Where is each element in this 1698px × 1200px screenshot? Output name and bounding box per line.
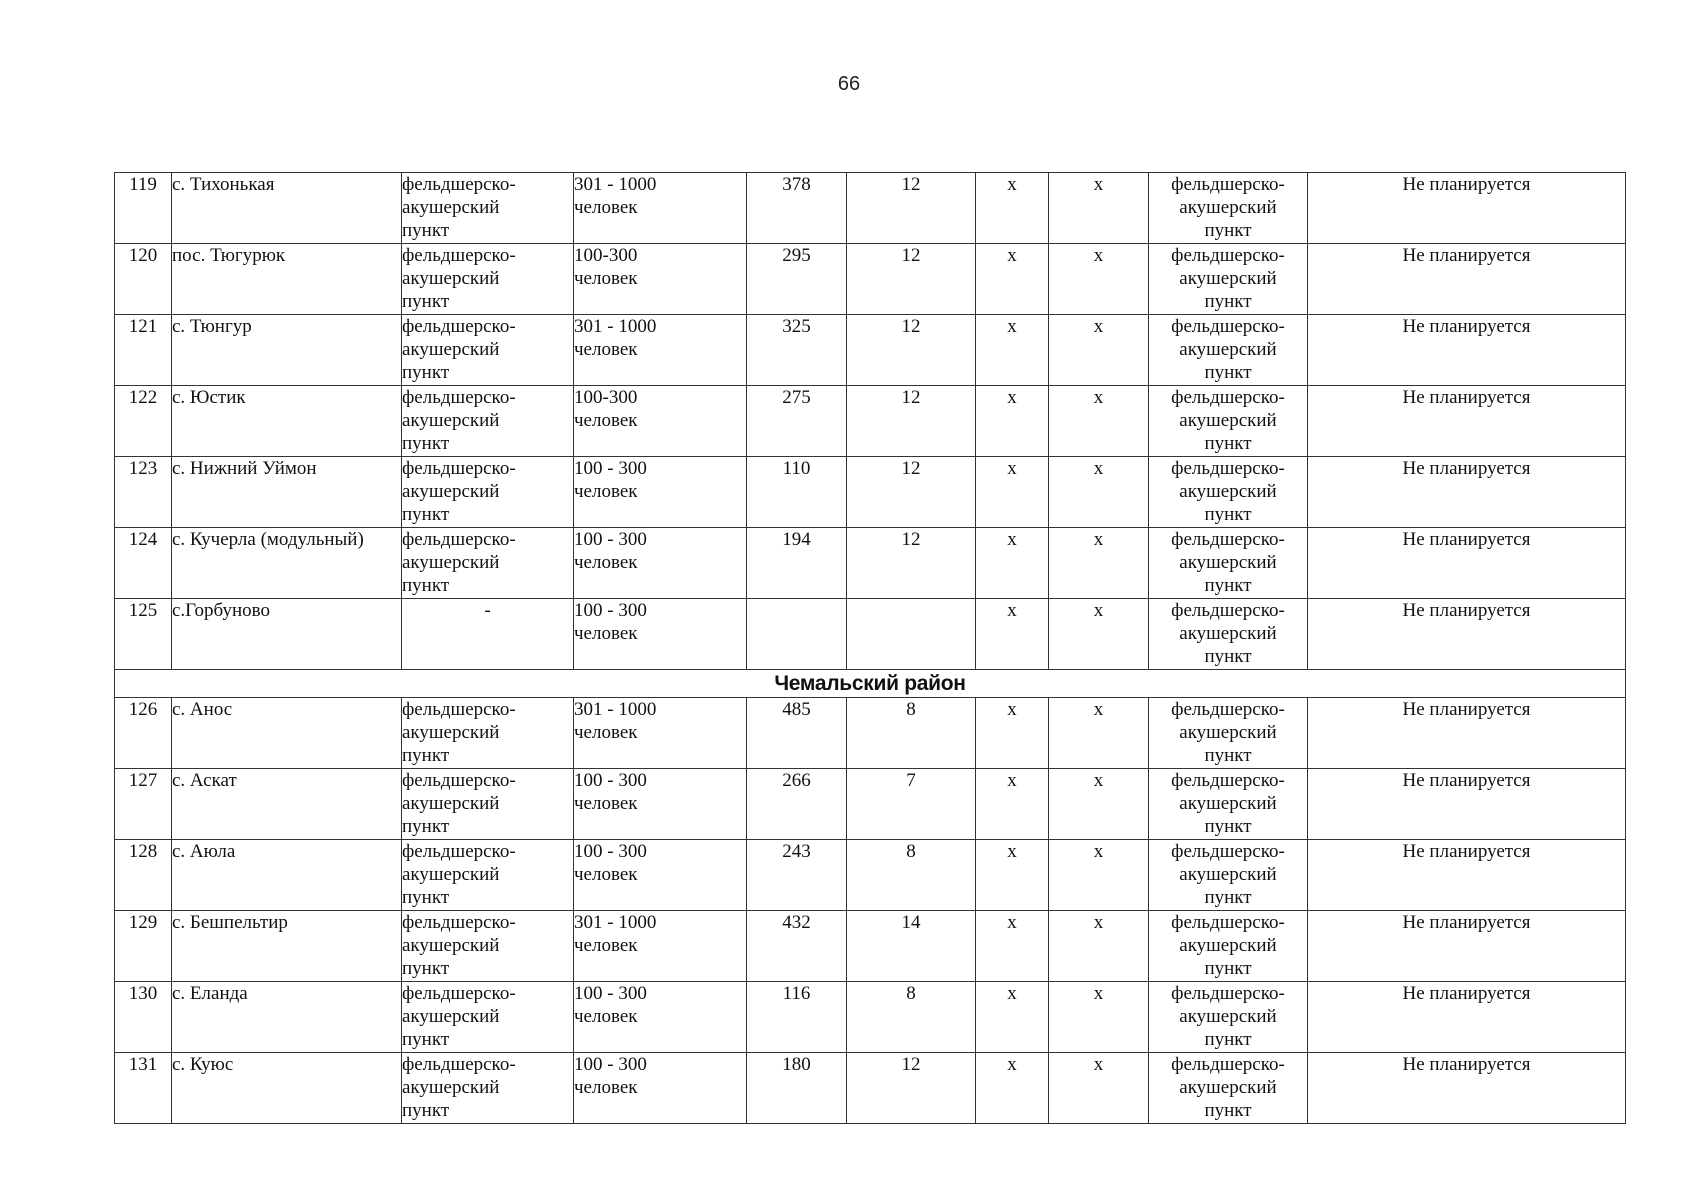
row-number: 119 bbox=[115, 173, 172, 244]
facility-type: - bbox=[402, 599, 574, 670]
facility-type bbox=[402, 173, 574, 244]
population-range bbox=[574, 698, 747, 769]
mark-x-2: х bbox=[1049, 698, 1149, 769]
mark-x-1: х bbox=[976, 769, 1049, 840]
mark-x-1: х bbox=[976, 599, 1049, 670]
population-count: 194 bbox=[747, 528, 847, 599]
population-range-line: 100 - 300 bbox=[574, 983, 647, 1004]
row-number: 120 bbox=[115, 244, 172, 315]
planned-facility bbox=[1149, 840, 1308, 911]
row-number: 123 bbox=[115, 457, 172, 528]
settlement-name: с. Анос bbox=[172, 698, 402, 769]
planned-facility-line: фельдшерско- bbox=[1171, 983, 1285, 1004]
planned-facility-line: пункт bbox=[1204, 504, 1252, 525]
mark-x-1: х bbox=[976, 528, 1049, 599]
population-range-line: 100 - 300 bbox=[574, 1054, 647, 1075]
facility-type-line: пункт bbox=[402, 816, 450, 837]
table-row bbox=[115, 769, 1626, 840]
planned-facility bbox=[1149, 315, 1308, 386]
planned-facility-line: фельдшерско- bbox=[1171, 174, 1285, 195]
planned-facility-line: фельдшерско- bbox=[1171, 316, 1285, 337]
settlement-name: с. Кучерла (модульный) bbox=[172, 528, 402, 599]
population-range-line: человек bbox=[574, 1006, 638, 1027]
table-row bbox=[115, 982, 1626, 1053]
table-row bbox=[115, 840, 1626, 911]
row-number: 124 bbox=[115, 528, 172, 599]
population-range-line: человек bbox=[574, 552, 638, 573]
planned-facility-line: акушерский bbox=[1179, 935, 1277, 956]
plan-status: Не планируется bbox=[1308, 173, 1626, 244]
distance-value: 8 bbox=[847, 982, 976, 1053]
row-number: 126 bbox=[115, 698, 172, 769]
plan-status: Не планируется bbox=[1308, 528, 1626, 599]
population-range-line: 301 - 1000 bbox=[574, 174, 657, 195]
facility-type-line: акушерский bbox=[402, 481, 500, 502]
facility-type-line: фельдшерско- bbox=[402, 770, 516, 791]
planned-facility bbox=[1149, 457, 1308, 528]
table-row bbox=[115, 457, 1626, 528]
population-range bbox=[574, 315, 747, 386]
population-range-line: 100 - 300 bbox=[574, 770, 647, 791]
population-range-line: человек bbox=[574, 623, 638, 644]
mark-x-1: х bbox=[976, 1053, 1049, 1124]
population-range-line: человек bbox=[574, 410, 638, 431]
table-row bbox=[115, 911, 1626, 982]
section-row bbox=[115, 670, 1626, 698]
facility-type-line: пункт bbox=[402, 1029, 450, 1050]
mark-x-1: х bbox=[976, 315, 1049, 386]
planned-facility-line: пункт bbox=[1204, 575, 1252, 596]
planned-facility-line: акушерский bbox=[1179, 1006, 1277, 1027]
population-count: 275 bbox=[747, 386, 847, 457]
population-range bbox=[574, 599, 747, 670]
planned-facility bbox=[1149, 599, 1308, 670]
planned-facility-line: фельдшерско- bbox=[1171, 841, 1285, 862]
row-number: 131 bbox=[115, 1053, 172, 1124]
table-row bbox=[115, 386, 1626, 457]
settlement-name: с. Аюла bbox=[172, 840, 402, 911]
mark-x-2: х bbox=[1049, 528, 1149, 599]
facility-type-line: пункт bbox=[402, 887, 450, 908]
facility-type-line: акушерский bbox=[402, 1077, 500, 1098]
population-range-line: человек bbox=[574, 864, 638, 885]
facility-type-line: акушерский bbox=[402, 793, 500, 814]
planned-facility-line: акушерский bbox=[1179, 481, 1277, 502]
planned-facility bbox=[1149, 911, 1308, 982]
distance-value: 7 bbox=[847, 769, 976, 840]
table-row bbox=[115, 698, 1626, 769]
planned-facility bbox=[1149, 386, 1308, 457]
population-range-line: человек bbox=[574, 1077, 638, 1098]
population-count: 180 bbox=[747, 1053, 847, 1124]
planned-facility-line: акушерский bbox=[1179, 197, 1277, 218]
mark-x-2: х bbox=[1049, 173, 1149, 244]
population-count: 485 bbox=[747, 698, 847, 769]
plan-status: Не планируется bbox=[1308, 911, 1626, 982]
settlement-name: с. Тюнгур bbox=[172, 315, 402, 386]
plan-status: Не планируется bbox=[1308, 244, 1626, 315]
facility-type-line: акушерский bbox=[402, 552, 500, 573]
mark-x-1: х bbox=[976, 173, 1049, 244]
table-row bbox=[115, 599, 1626, 670]
population-range-line: 100 - 300 bbox=[574, 529, 647, 550]
facility-type-line: пункт bbox=[402, 745, 450, 766]
plan-status: Не планируется bbox=[1308, 599, 1626, 670]
facility-type-line: пункт bbox=[402, 291, 450, 312]
population-range-line: 100-300 bbox=[574, 245, 638, 266]
plan-status: Не планируется bbox=[1308, 840, 1626, 911]
facility-type-line: фельдшерско- bbox=[402, 245, 516, 266]
facility-type-line: фельдшерско- bbox=[402, 174, 516, 195]
facility-type bbox=[402, 840, 574, 911]
population-range-line: 301 - 1000 bbox=[574, 912, 657, 933]
facilities-table bbox=[114, 172, 1626, 1124]
planned-facility-line: пункт bbox=[1204, 816, 1252, 837]
plan-status: Не планируется bbox=[1308, 386, 1626, 457]
facility-type-line: фельдшерско- bbox=[402, 316, 516, 337]
planned-facility-line: пункт bbox=[1204, 362, 1252, 383]
facility-type bbox=[402, 769, 574, 840]
table-row bbox=[115, 173, 1626, 244]
facility-type bbox=[402, 386, 574, 457]
planned-facility-line: акушерский bbox=[1179, 410, 1277, 431]
facility-type-line: пункт bbox=[402, 1100, 450, 1121]
table-row bbox=[115, 315, 1626, 386]
distance-value: 8 bbox=[847, 840, 976, 911]
planned-facility-line: пункт bbox=[1204, 887, 1252, 908]
mark-x-2: х bbox=[1049, 982, 1149, 1053]
mark-x-2: х bbox=[1049, 386, 1149, 457]
plan-status: Не планируется bbox=[1308, 315, 1626, 386]
facility-type-line: акушерский bbox=[402, 722, 500, 743]
facility-type-line: акушерский bbox=[402, 1006, 500, 1027]
population-range-line: человек bbox=[574, 197, 638, 218]
facility-type-line: акушерский bbox=[402, 410, 500, 431]
population-range bbox=[574, 457, 747, 528]
row-number: 130 bbox=[115, 982, 172, 1053]
population-range bbox=[574, 528, 747, 599]
planned-facility-line: фельдшерско- bbox=[1171, 529, 1285, 550]
table-row bbox=[115, 1053, 1626, 1124]
planned-facility-line: фельдшерско- bbox=[1171, 387, 1285, 408]
planned-facility bbox=[1149, 244, 1308, 315]
planned-facility-line: акушерский bbox=[1179, 1077, 1277, 1098]
row-number: 129 bbox=[115, 911, 172, 982]
planned-facility-line: пункт bbox=[1204, 745, 1252, 766]
distance-value bbox=[847, 599, 976, 670]
mark-x-1: х bbox=[976, 698, 1049, 769]
distance-value: 8 bbox=[847, 698, 976, 769]
population-range bbox=[574, 911, 747, 982]
distance-value: 12 bbox=[847, 528, 976, 599]
population-range bbox=[574, 769, 747, 840]
planned-facility-line: пункт bbox=[1204, 220, 1252, 241]
facility-type-line: пункт bbox=[402, 362, 450, 383]
plan-status: Не планируется bbox=[1308, 769, 1626, 840]
facility-type bbox=[402, 315, 574, 386]
mark-x-2: х bbox=[1049, 911, 1149, 982]
facility-type-line: фельдшерско- bbox=[402, 529, 516, 550]
distance-value: 12 bbox=[847, 315, 976, 386]
planned-facility-line: фельдшерско- bbox=[1171, 600, 1285, 621]
planned-facility bbox=[1149, 1053, 1308, 1124]
facility-type-line: фельдшерско- bbox=[402, 699, 516, 720]
planned-facility-line: акушерский bbox=[1179, 339, 1277, 360]
population-count: 266 bbox=[747, 769, 847, 840]
planned-facility-line: акушерский bbox=[1179, 268, 1277, 289]
facility-type bbox=[402, 911, 574, 982]
population-count: 325 bbox=[747, 315, 847, 386]
table-row bbox=[115, 244, 1626, 315]
planned-facility-line: пункт bbox=[1204, 958, 1252, 979]
mark-x-1: х bbox=[976, 840, 1049, 911]
facility-type bbox=[402, 982, 574, 1053]
population-range-line: человек bbox=[574, 268, 638, 289]
facility-type-line: фельдшерско- bbox=[402, 983, 516, 1004]
facility-type-line: акушерский bbox=[402, 268, 500, 289]
population-range-line: человек bbox=[574, 722, 638, 743]
row-number: 121 bbox=[115, 315, 172, 386]
plan-status: Не планируется bbox=[1308, 457, 1626, 528]
section-title: Чемальский район bbox=[115, 670, 1626, 698]
population-count: 432 bbox=[747, 911, 847, 982]
facility-type-line: фельдшерско- bbox=[402, 458, 516, 479]
population-range-line: человек bbox=[574, 935, 638, 956]
facility-type bbox=[402, 698, 574, 769]
mark-x-2: х bbox=[1049, 840, 1149, 911]
distance-value: 14 bbox=[847, 911, 976, 982]
plan-status: Не планируется bbox=[1308, 698, 1626, 769]
planned-facility-line: акушерский bbox=[1179, 722, 1277, 743]
mark-x-1: х bbox=[976, 386, 1049, 457]
planned-facility-line: пункт bbox=[1204, 433, 1252, 454]
facility-type-line: пункт bbox=[402, 433, 450, 454]
facility-type-line: акушерский bbox=[402, 339, 500, 360]
facility-type-line: фельдшерско- bbox=[402, 387, 516, 408]
mark-x-1: х bbox=[976, 457, 1049, 528]
table-body-before bbox=[115, 173, 1626, 670]
population-range bbox=[574, 244, 747, 315]
distance-value: 12 bbox=[847, 244, 976, 315]
mark-x-2: х bbox=[1049, 599, 1149, 670]
facility-type-line: фельдшерско- bbox=[402, 841, 516, 862]
planned-facility bbox=[1149, 769, 1308, 840]
population-count: 110 bbox=[747, 457, 847, 528]
facility-type bbox=[402, 1053, 574, 1124]
settlement-name: с. Нижний Уймон bbox=[172, 457, 402, 528]
settlement-name: с. Еланда bbox=[172, 982, 402, 1053]
population-range bbox=[574, 173, 747, 244]
population-range-line: 301 - 1000 bbox=[574, 316, 657, 337]
facility-type bbox=[402, 528, 574, 599]
planned-facility-line: пункт bbox=[1204, 291, 1252, 312]
mark-x-1: х bbox=[976, 244, 1049, 315]
plan-status: Не планируется bbox=[1308, 1053, 1626, 1124]
mark-x-2: х bbox=[1049, 457, 1149, 528]
distance-value: 12 bbox=[847, 386, 976, 457]
table-row bbox=[115, 528, 1626, 599]
population-count: 378 bbox=[747, 173, 847, 244]
population-count: 295 bbox=[747, 244, 847, 315]
settlement-name: с. Аскат bbox=[172, 769, 402, 840]
population-range-line: 100 - 300 bbox=[574, 841, 647, 862]
facility-type-line: пункт bbox=[402, 504, 450, 525]
planned-facility-line: фельдшерско- bbox=[1171, 699, 1285, 720]
settlement-name: с. Куюс bbox=[172, 1053, 402, 1124]
distance-value: 12 bbox=[847, 457, 976, 528]
population-range-line: 301 - 1000 bbox=[574, 699, 657, 720]
section-body bbox=[115, 670, 1626, 698]
row-number: 128 bbox=[115, 840, 172, 911]
planned-facility bbox=[1149, 173, 1308, 244]
mark-x-1: х bbox=[976, 982, 1049, 1053]
planned-facility bbox=[1149, 982, 1308, 1053]
settlement-name: с. Тихонькая bbox=[172, 173, 402, 244]
planned-facility bbox=[1149, 698, 1308, 769]
population-count: 243 bbox=[747, 840, 847, 911]
planned-facility-line: акушерский bbox=[1179, 793, 1277, 814]
facility-type-line: пункт bbox=[402, 958, 450, 979]
population-count bbox=[747, 599, 847, 670]
population-range-line: 100 - 300 bbox=[574, 458, 647, 479]
facility-type-line: фельдшерско- bbox=[402, 912, 516, 933]
planned-facility bbox=[1149, 528, 1308, 599]
population-range-line: человек bbox=[574, 793, 638, 814]
planned-facility-line: пункт bbox=[1204, 1029, 1252, 1050]
settlement-name: с. Юстик bbox=[172, 386, 402, 457]
planned-facility-line: фельдшерско- bbox=[1171, 1054, 1285, 1075]
planned-facility-line: фельдшерско- bbox=[1171, 458, 1285, 479]
facility-type-line: фельдшерско- bbox=[402, 1054, 516, 1075]
distance-value: 12 bbox=[847, 1053, 976, 1124]
population-range bbox=[574, 982, 747, 1053]
settlement-name: пос. Тюгурюк bbox=[172, 244, 402, 315]
planned-facility-line: акушерский bbox=[1179, 552, 1277, 573]
population-range-line: человек bbox=[574, 481, 638, 502]
population-range-line: человек bbox=[574, 339, 638, 360]
planned-facility-line: фельдшерско- bbox=[1171, 912, 1285, 933]
population-range-line: 100-300 bbox=[574, 387, 638, 408]
planned-facility-line: фельдшерско- bbox=[1171, 770, 1285, 791]
facility-type bbox=[402, 244, 574, 315]
mark-x-2: х bbox=[1049, 769, 1149, 840]
mark-x-1: х bbox=[976, 911, 1049, 982]
mark-x-2: х bbox=[1049, 315, 1149, 386]
facility-type-line: акушерский bbox=[402, 864, 500, 885]
page-number: 66 bbox=[837, 73, 861, 95]
table-body-after bbox=[115, 698, 1626, 1124]
facility-type bbox=[402, 457, 574, 528]
row-number: 125 bbox=[115, 599, 172, 670]
facility-type-line: пункт bbox=[402, 575, 450, 596]
facility-type-line: акушерский bbox=[402, 197, 500, 218]
planned-facility-line: акушерский bbox=[1179, 623, 1277, 644]
settlement-name: с. Бешпельтир bbox=[172, 911, 402, 982]
population-count: 116 bbox=[747, 982, 847, 1053]
settlement-name: с.Горбуново bbox=[172, 599, 402, 670]
planned-facility-line: акушерский bbox=[1179, 864, 1277, 885]
planned-facility-line: пункт bbox=[1204, 1100, 1252, 1121]
mark-x-2: х bbox=[1049, 244, 1149, 315]
facility-type-line: пункт bbox=[402, 220, 450, 241]
row-number: 127 bbox=[115, 769, 172, 840]
plan-status: Не планируется bbox=[1308, 982, 1626, 1053]
planned-facility-line: фельдшерско- bbox=[1171, 245, 1285, 266]
population-range bbox=[574, 840, 747, 911]
population-range bbox=[574, 386, 747, 457]
facility-type-line: акушерский bbox=[402, 935, 500, 956]
population-range-line: 100 - 300 bbox=[574, 600, 647, 621]
planned-facility-line: пункт bbox=[1204, 646, 1252, 667]
population-range bbox=[574, 1053, 747, 1124]
row-number: 122 bbox=[115, 386, 172, 457]
mark-x-2: х bbox=[1049, 1053, 1149, 1124]
distance-value: 12 bbox=[847, 173, 976, 244]
